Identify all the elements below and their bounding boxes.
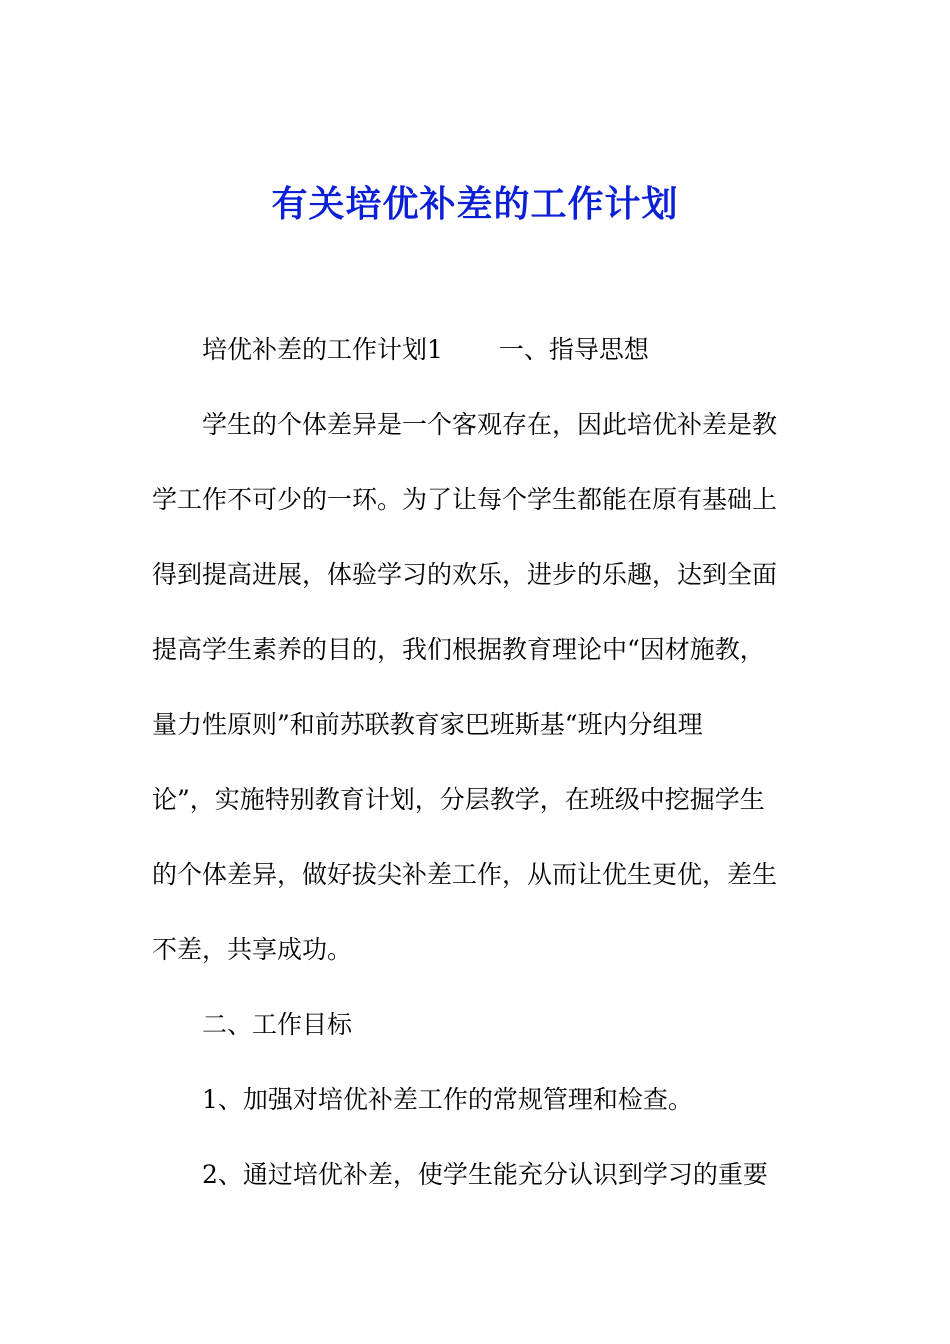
paragraph-line: 量力性原则”和前苏联教育家巴班斯基“班内分组理 [152, 710, 703, 739]
paragraph-line: 提高学生素养的目的，我们根据教育理论中“因材施教， [152, 635, 765, 664]
paragraph-line: 不差，共享成功。 [152, 935, 353, 964]
list-item: 2、通过培优补差，使学生能充分认识到学习的重要 [202, 1160, 768, 1189]
list-item: 1、加强对培优补差工作的常规管理和检查。 [202, 1085, 693, 1114]
paragraph-line: 论”，实施特别教育计划，分层教学，在班级中挖掘学生 [152, 785, 765, 814]
section-heading-guiding-ideology: 一、指导思想 [498, 335, 649, 364]
paragraph-line: 学工作不可少的一环。为了让每个学生都能在原有基础上 [152, 485, 778, 514]
section-heading-plan-1: 培优补差的工作计划1 [202, 335, 443, 364]
paragraph-line [202, 330, 649, 370]
document-title: 有关培优补差的工作计划 [271, 183, 679, 225]
paragraph-line: 得到提高进展，体验学习的欢乐，进步的乐趣，达到全面 [152, 560, 778, 589]
paragraph-line: 学生的个体差异是一个客观存在，因此培优补差是教 [202, 410, 778, 439]
paragraph-line: 的个体差异，做好拔尖补差工作，从而让优生更优，差生 [152, 860, 778, 889]
section-heading-work-goals: 二、工作目标 [202, 1010, 353, 1039]
